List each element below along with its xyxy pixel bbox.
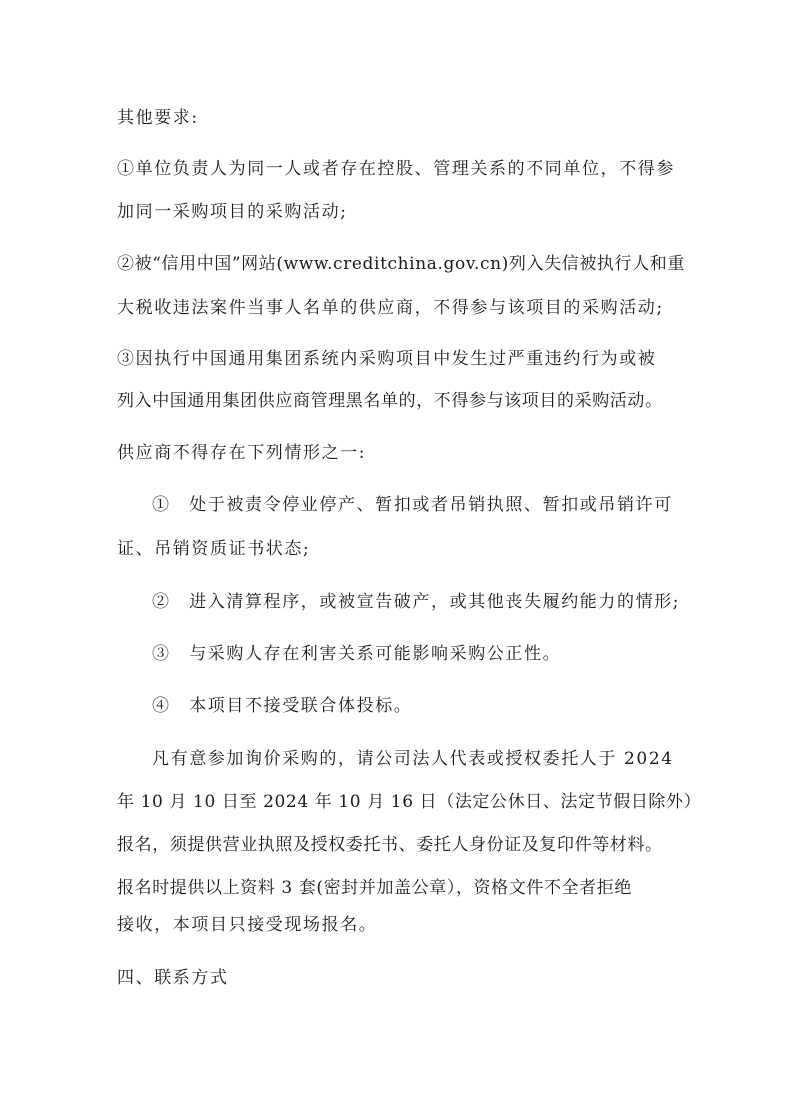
registration-paragraph-line-2: 年 10 月 10 日至 2024 年 10 月 16 日（法定公休日、法定节假日除外） bbox=[117, 792, 702, 812]
requirement-1-line-1: ①单位负责人为同一人或者存在控股、管理关系的不同单位，不得参 bbox=[117, 159, 675, 179]
registration-paragraph-line-5: 接收，本项目只接受现场报名。 bbox=[117, 915, 378, 935]
condition-3: ③ 与采购人存在利害关系可能影响采购公正性。 bbox=[152, 644, 562, 664]
registration-paragraph-line-1: 凡有意参加询价采购的，请公司法人代表或授权委托人于 2024 bbox=[152, 749, 674, 769]
registration-paragraph-line-4: 报名时提供以上资料 3 套(密封并加盖公章），资格文件不全者拒绝 bbox=[117, 878, 632, 898]
section-heading-contact: 四、联系方式 bbox=[117, 968, 229, 988]
registration-paragraph-line-3: 报名，须提供营业执照及授权委托书、委托人身份证及复印件等材料。 bbox=[117, 835, 663, 855]
condition-4: ④ 本项目不接受联合体投标。 bbox=[152, 696, 413, 716]
requirement-3-line-1: ③因执行中国通用集团系统内采购项目中发生过严重违约行为或被 bbox=[117, 349, 657, 369]
condition-1-line-2: 证、吊销资质证书状态; bbox=[117, 539, 311, 559]
requirement-1-line-2: 加同一采购项目的采购活动; bbox=[117, 202, 348, 222]
requirement-2-line-1: ②被“信用中国”网站(www.creditchina.gov.cn)列入失信被执行人和重 bbox=[117, 254, 685, 274]
requirement-3-line-2: 列入中国通用集团供应商管理黑名单的，不得参与该项目的采购活动。 bbox=[117, 391, 663, 411]
condition-2: ② 进入清算程序，或被宣告破产，或其他丧失履约能力的情形; bbox=[152, 592, 681, 612]
requirement-2-line-2: 大税收违法案件当事人名单的供应商，不得参与该项目的采购活动; bbox=[117, 298, 664, 318]
section-heading-other-requirements: 其他要求: bbox=[117, 108, 199, 128]
condition-1-line-1: ① 处于被责令停业停产、暂扣或者吊销执照、暂扣或吊销许可 bbox=[152, 495, 673, 515]
supplier-conditions-heading: 供应商不得存在下列情形之一: bbox=[117, 443, 367, 463]
